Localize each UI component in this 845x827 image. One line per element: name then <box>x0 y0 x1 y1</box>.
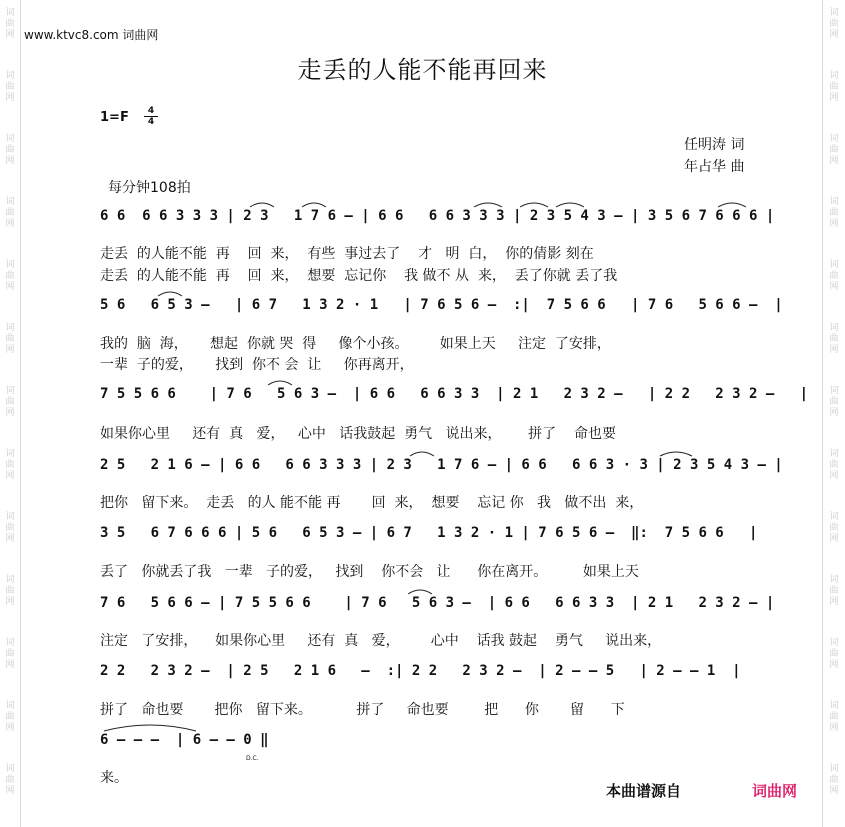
score-line-6-lyrics: 注定 了安排， 如果你心里 还有 真 爱， 心中 话我 鼓起 勇气 说出来， <box>100 633 662 649</box>
watermark-text: 词曲网 <box>829 638 839 670</box>
score-line-3-notes: 7 5 5 6 6 | 7 6 5 6 3 — | 6 6 6 6 3 3 | 2 1 2 3 2 — | 2 2 2 3 2 — | <box>100 386 809 402</box>
slur <box>408 590 432 594</box>
score-line-7-notes: 2 2 2 3 2 — | 2 5 2 1 6 — :| 2 2 2 3 2 — | 2 — — 5 | 2 — — 1 | <box>100 663 741 679</box>
score-line-8-notes: 6 — — — | 6 — — 0 ‖ <box>100 732 269 748</box>
site-header: www.ktvc8.com 词曲网 <box>24 28 159 42</box>
watermark-text: 词曲网 <box>829 197 839 229</box>
composer: 年占华 曲 <box>684 159 745 175</box>
watermark-text: 词曲网 <box>5 512 15 544</box>
watermark-text: 词曲网 <box>5 386 15 418</box>
slur <box>104 725 196 731</box>
watermark-text: 词曲网 <box>829 71 839 103</box>
source-label: 本曲谱源自 <box>606 782 682 800</box>
watermark-text: 词曲网 <box>5 638 15 670</box>
time-denominator: 4 <box>144 116 158 127</box>
score-line-5-notes: 3 5 6 7 6 6 6 | 5 6 6 5 3 — | 6 7 1 3 2 · 1 | 7 6 5 6 — ‖: 7 5 6 6 | <box>100 525 758 541</box>
watermark-text: 词曲网 <box>5 134 15 166</box>
slur <box>268 381 292 385</box>
watermark-text: 词曲网 <box>5 701 15 733</box>
slur <box>410 452 434 456</box>
score-line-2-lyrics-verse-1: 我的 脑 海， 想起 你就 哭 得 像个小孩。 如果上天 注定 了安排， <box>100 336 611 352</box>
score-line-2-notes: 5 6 6 5 3 — | 6 7 1 3 2 · 1 | 7 6 5 6 — :| 7 5 6 6 | 7 6 5 6 6 — | <box>100 297 783 313</box>
time-signature <box>144 106 158 127</box>
slur <box>250 203 274 207</box>
lyricist: 任明涛 词 <box>684 137 745 153</box>
tempo-marking: 每分钟108拍 <box>108 180 191 196</box>
score-line-8-lyrics: 来。 <box>100 770 128 786</box>
left-margin-line <box>20 0 21 827</box>
score-line-7-lyrics: 拼了 命也要 把你 留下来。 拼了 命也要 把 你 留 下 <box>100 702 625 718</box>
watermark-text: 词曲网 <box>5 449 15 481</box>
watermark-text: 词曲网 <box>829 575 839 607</box>
score-line-5-lyrics: 丢了 你就丢了我 一辈 子的爱， 找到 你不会 让 你在离开。 如果上天 <box>100 564 639 580</box>
watermark-text: 词曲网 <box>829 260 839 292</box>
watermark-text: 词曲网 <box>829 764 839 796</box>
score-line-2-lyrics-verse-2: 一辈 子的爱， 找到 你不 会 让 你再离开， <box>100 357 414 373</box>
watermark-text: 词曲网 <box>829 701 839 733</box>
score-line-1-lyrics-verse-1: 走丢 的人能不能 再 回 来， 有些 事过去了 才 明 白， 你的倩影 刻在 <box>100 246 594 262</box>
watermark-text: 词曲网 <box>829 323 839 355</box>
score-line-1-lyrics-verse-2: 走丢 的人能不能 再 回 来， 想要 忘记你 我 做不 从 来， 丢了你就 丢了我 <box>100 268 618 284</box>
time-numerator: 4 <box>147 106 155 116</box>
watermark-text: 词曲网 <box>829 8 839 40</box>
watermark-text: 词曲网 <box>5 197 15 229</box>
score-line-3-lyrics: 如果你心里 还有 真 爱， 心中 话我鼓起 勇气 说出来， 拼了 命也要 <box>100 426 616 442</box>
source-site-link[interactable]: 词曲网 <box>752 782 798 800</box>
watermark-text: 词曲网 <box>829 386 839 418</box>
score-line-4-lyrics: 把你 留下来。 走丢 的人 能不能 再 回 来， 想要 忘记 你 我 做不出 来， <box>100 495 644 511</box>
watermark-text: 词曲网 <box>5 764 15 796</box>
watermark-text: 词曲网 <box>5 71 15 103</box>
watermark-text: 词曲网 <box>829 134 839 166</box>
right-margin-line <box>822 0 823 827</box>
watermark-text: 词曲网 <box>829 449 839 481</box>
watermark-text: 词曲网 <box>5 575 15 607</box>
slur <box>556 203 584 207</box>
score-line-6-notes: 7 6 5 6 6 — | 7 5 5 6 6 | 7 6 5 6 3 — | 6 6 6 6 3 3 | 2 1 2 3 2 — | <box>100 595 775 611</box>
slur <box>718 203 746 207</box>
watermark-text: 词曲网 <box>5 260 15 292</box>
watermark-text: 词曲网 <box>829 512 839 544</box>
da-capo-mark: D.C. <box>246 755 259 762</box>
slur <box>158 292 182 296</box>
slur <box>660 452 692 456</box>
slur <box>474 203 502 207</box>
watermark-text: 词曲网 <box>5 8 15 40</box>
slur <box>302 203 326 207</box>
score-line-4-notes: 2 5 2 1 6 — | 6 6 6 6 3 3 3 | 2 3 1 7 6 — | 6 6 6 6 3 · 3 | 2 3 5 4 3 — | <box>100 457 783 473</box>
slur <box>520 203 548 207</box>
key-signature: 1=F <box>100 110 129 125</box>
song-title: 走丢的人能不能再回来 <box>297 56 548 84</box>
score-line-1-notes: 6 6 6 6 3 3 3 | 2 3 1 7 6 — | 6 6 6 6 3 3 3 | 2 3 5 4 3 — | 3 5 6 7 6 6 6 | <box>100 208 775 224</box>
watermark-text: 词曲网 <box>5 323 15 355</box>
